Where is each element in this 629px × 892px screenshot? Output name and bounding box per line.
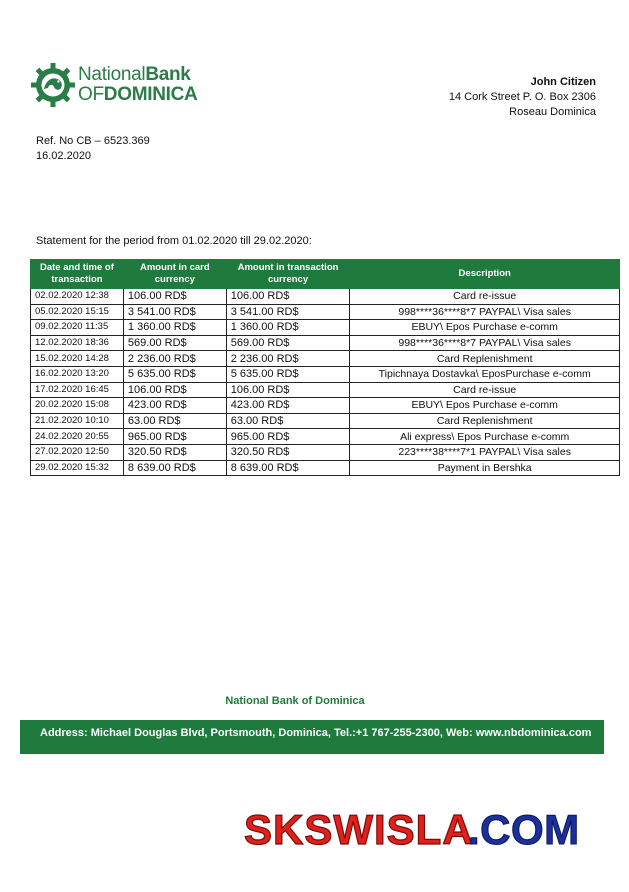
- header-description: Description: [350, 260, 620, 289]
- cell-transaction-amount: 965.00 RD$: [226, 429, 350, 445]
- cell-description: 998****36****8*7 PAYPAL\ Visa sales: [350, 335, 620, 351]
- cell-description: Tipichnaya Dostavka\ EposPurchase e-comm: [350, 366, 620, 382]
- table-row: [31, 444, 620, 460]
- cell-card-amount: 63.00 RD$: [123, 413, 226, 429]
- svg-text:SKSWISLA: SKSWISLA: [244, 806, 474, 853]
- cell-description: Card Replenishment: [350, 413, 620, 429]
- header-date: Date and time of transaction: [31, 260, 124, 289]
- cell-transaction-amount: 5 635.00 RD$: [226, 366, 350, 382]
- cell-card-amount: 106.00 RD$: [123, 289, 226, 305]
- cell-card-amount: 320.50 RD$: [123, 444, 226, 460]
- cell-transaction-amount: 569.00 RD$: [226, 335, 350, 351]
- reference-date: 16.02.2020: [36, 150, 92, 162]
- watermark-logo: [244, 800, 594, 860]
- cell-date: 21.02.2020 10:10: [31, 413, 124, 429]
- cell-card-amount: 965.00 RD$: [123, 429, 226, 445]
- cell-card-amount: 423.00 RD$: [123, 398, 226, 414]
- table-row: [31, 366, 620, 382]
- table-row: [31, 429, 620, 445]
- recipient-address-line2: Roseau Dominica: [509, 106, 596, 118]
- footer-address-bar: [20, 720, 604, 754]
- cell-date: 16.02.2020 13:20: [31, 366, 124, 382]
- cell-card-amount: 1 360.00 RD$: [123, 320, 226, 336]
- cell-date: 24.02.2020 20:55: [31, 429, 124, 445]
- cell-description: 998****36****8*7 PAYPAL\ Visa sales: [350, 304, 620, 320]
- transactions-body: [31, 289, 620, 476]
- cell-description: Payment in Bershka: [350, 460, 620, 476]
- cell-date: 29.02.2020 15:32: [31, 460, 124, 476]
- footer-bank-name: National Bank of Dominica: [225, 695, 365, 707]
- cell-date: 27.02.2020 12:50: [31, 444, 124, 460]
- cell-transaction-amount: 63.00 RD$: [226, 413, 350, 429]
- cell-card-amount: 5 635.00 RD$: [123, 366, 226, 382]
- reference-number: Ref. No CB – 6523.369: [36, 135, 150, 147]
- svg-text:.COM: .COM: [468, 806, 580, 853]
- cell-transaction-amount: 3 541.00 RD$: [226, 304, 350, 320]
- cell-description: Card re-issue: [350, 382, 620, 398]
- table-row: [31, 413, 620, 429]
- bank-logo-text: [78, 65, 197, 105]
- footer-address: Address: Michael Douglas Blvd, Portsmouth, Dominica, Tel.:+1 767-255-2300, Web: www.nbdominica.com: [40, 727, 592, 739]
- recipient-address-line1: 14 Cork Street P. O. Box 2306: [448, 91, 596, 103]
- recipient-name: John Citizen: [530, 76, 596, 88]
- cell-transaction-amount: 8 639.00 RD$: [226, 460, 350, 476]
- header-transaction-amount: Amount in transaction currency: [226, 260, 350, 289]
- reference-block: [36, 134, 150, 164]
- cell-date: 02.02.2020 12:38: [31, 289, 124, 305]
- cell-card-amount: 3 541.00 RD$: [123, 304, 226, 320]
- table-header-row: [31, 260, 620, 289]
- cell-card-amount: 2 236.00 RD$: [123, 351, 226, 367]
- table-row: [31, 382, 620, 398]
- cell-description: 223****38****7*1 PAYPAL\ Visa sales: [350, 444, 620, 460]
- logo-word-dominica: DOMINICA: [103, 84, 198, 105]
- cell-transaction-amount: 2 236.00 RD$: [226, 351, 350, 367]
- cell-date: 05.02.2020 15:15: [31, 304, 124, 320]
- table-row: [31, 335, 620, 351]
- table-row: [31, 460, 620, 476]
- cell-date: 12.02.2020 18:36: [31, 335, 124, 351]
- cell-transaction-amount: 106.00 RD$: [226, 289, 350, 305]
- cell-card-amount: 106.00 RD$: [123, 382, 226, 398]
- cell-transaction-amount: 320.50 RD$: [226, 444, 350, 460]
- cell-description: Card Replenishment: [350, 351, 620, 367]
- transactions-table: [30, 259, 620, 476]
- bank-logo: [30, 62, 210, 110]
- cell-description: Card re-issue: [350, 289, 620, 305]
- bank-emblem-icon: [30, 62, 76, 108]
- cell-date: 17.02.2020 16:45: [31, 382, 124, 398]
- header-card-amount: Amount in card currency: [123, 260, 226, 289]
- recipient-address: [449, 75, 596, 120]
- statement-period: Statement for the period from 01.02.2020 till 29.02.2020:: [36, 235, 312, 247]
- logo-word-bank: Bank: [145, 64, 191, 85]
- table-row: [31, 351, 620, 367]
- cell-transaction-amount: 423.00 RD$: [226, 398, 350, 414]
- cell-card-amount: 8 639.00 RD$: [123, 460, 226, 476]
- cell-description: EBUY\ Epos Purchase e-comm: [350, 320, 620, 336]
- cell-description: Ali express\ Epos Purchase e-comm: [350, 429, 620, 445]
- cell-date: 20.02.2020 15:08: [31, 398, 124, 414]
- cell-card-amount: 569.00 RD$: [123, 335, 226, 351]
- table-row: [31, 320, 620, 336]
- table-row: [31, 398, 620, 414]
- table-row: [31, 304, 620, 320]
- cell-transaction-amount: 106.00 RD$: [226, 382, 350, 398]
- cell-date: 15.02.2020 14:28: [31, 351, 124, 367]
- cell-transaction-amount: 1 360.00 RD$: [226, 320, 350, 336]
- table-row: [31, 289, 620, 305]
- cell-date: 09.02.2020 11:35: [31, 320, 124, 336]
- logo-word-of: OF: [78, 84, 104, 105]
- cell-description: EBUY\ Epos Purchase e-comm: [350, 398, 620, 414]
- logo-word-national: National: [78, 64, 146, 85]
